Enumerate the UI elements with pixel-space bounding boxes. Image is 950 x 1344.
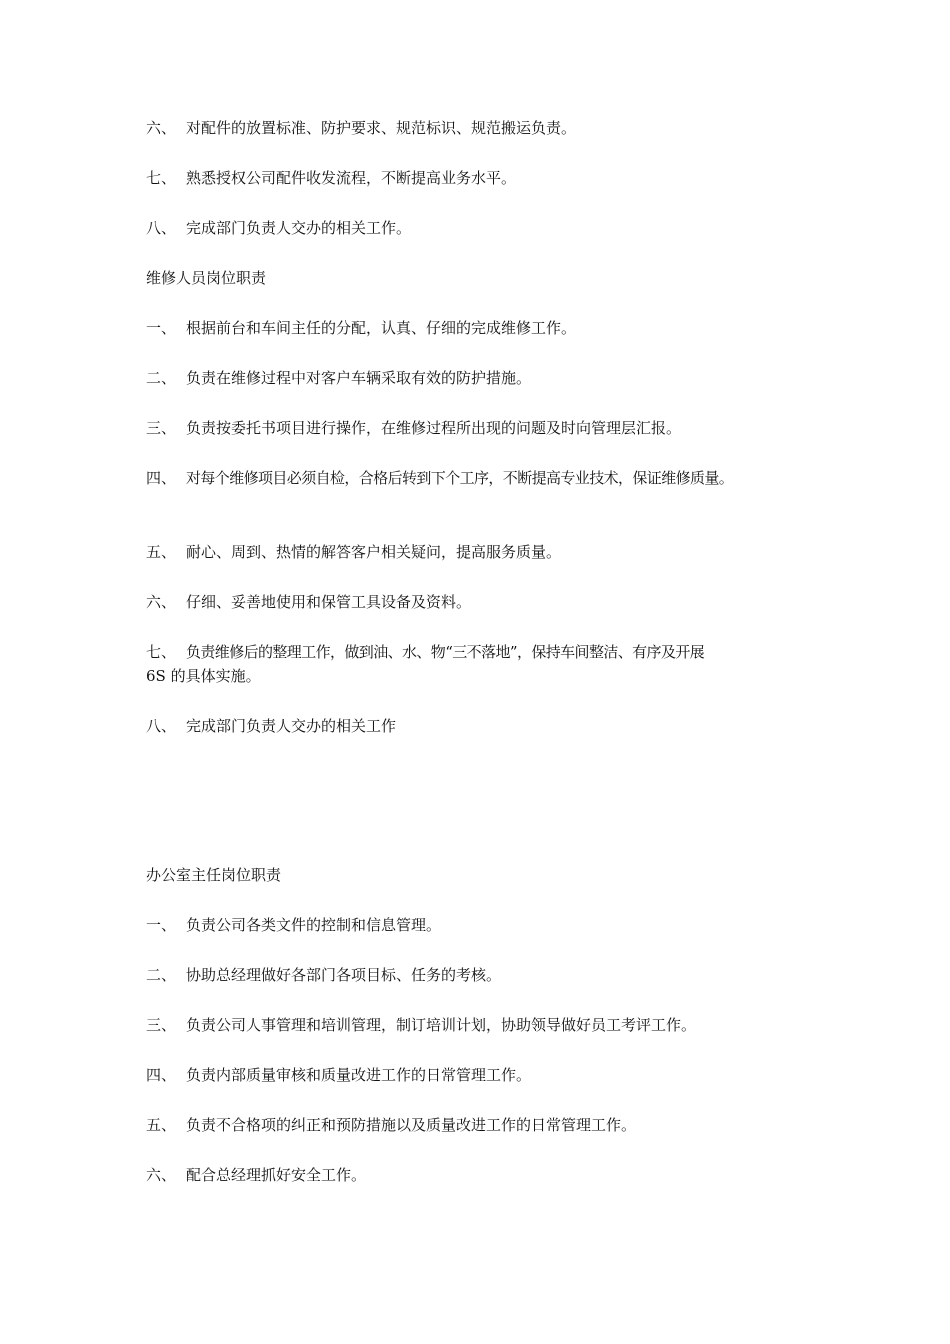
item-text: 负责按委托书项目进行操作，在维修过程所出现的问题及时向管理层汇报。 bbox=[186, 419, 682, 437]
item-number: 一、 bbox=[146, 319, 177, 337]
list-item bbox=[146, 166, 826, 190]
item-number: 七、 bbox=[146, 169, 177, 187]
item-text: 根据前台和车间主任的分配，认真、仔细的完成维修工作。 bbox=[186, 319, 577, 337]
item-text: 对每个维修项目必须自检，合格后转到下个工序，不断提高专业技术，保证维修质量。 bbox=[186, 469, 734, 487]
item-text: 熟悉授权公司配件收发流程，不断提高业务水平。 bbox=[186, 169, 517, 187]
item-text: 负责公司人事管理和培训管理，制订培训计划，协助领导做好员工考评工作。 bbox=[186, 1016, 697, 1034]
list-item bbox=[146, 366, 826, 390]
item-text: 负责内部质量审核和质量改进工作的日常管理工作。 bbox=[186, 1066, 532, 1084]
item-number: 三、 bbox=[146, 419, 177, 437]
section-title: 维修人员岗位职责 bbox=[146, 269, 267, 287]
item-number: 六、 bbox=[146, 119, 177, 137]
list-item bbox=[146, 1163, 826, 1187]
list-item bbox=[146, 913, 826, 937]
item-number: 二、 bbox=[146, 369, 177, 387]
list-item bbox=[146, 590, 826, 614]
item-number: 五、 bbox=[146, 1116, 177, 1134]
list-item bbox=[146, 1063, 826, 1087]
list-item bbox=[146, 1013, 826, 1037]
list-item bbox=[146, 714, 826, 738]
item-number: 四、 bbox=[146, 469, 177, 487]
list-item bbox=[146, 216, 826, 240]
item-number: 八、 bbox=[146, 219, 177, 237]
list-item bbox=[146, 640, 826, 688]
item-number: 五、 bbox=[146, 543, 177, 561]
list-item bbox=[146, 316, 826, 340]
item-number: 六、 bbox=[146, 1166, 177, 1184]
item-number: 六、 bbox=[146, 593, 177, 611]
item-text: 协助总经理做好各部门各项目标、任务的考核。 bbox=[186, 966, 502, 984]
list-item bbox=[146, 466, 826, 490]
item-text: 完成部门负责人交办的相关工作 bbox=[186, 717, 397, 735]
item-text: 耐心、周到、热情的解答客户相关疑问，提高服务质量。 bbox=[186, 543, 562, 561]
list-item bbox=[146, 963, 826, 987]
item-number: 八、 bbox=[146, 717, 177, 735]
item-text-continuation: 6S 的具体实施。 bbox=[146, 667, 261, 685]
item-text: 完成部门负责人交办的相关工作。 bbox=[186, 219, 412, 237]
item-text: 配合总经理抓好安全工作。 bbox=[186, 1166, 367, 1184]
item-text: 对配件的放置标准、防护要求、规范标识、规范搬运负责。 bbox=[186, 119, 577, 137]
item-number: 三、 bbox=[146, 1016, 177, 1034]
item-text: 负责维修后的整理工作，做到油、水、物“三不落地”，保持车间整洁、有序及开展 bbox=[186, 643, 705, 661]
section-title: 办公室主任岗位职责 bbox=[146, 866, 282, 884]
list-item bbox=[146, 540, 826, 564]
item-number: 二、 bbox=[146, 966, 177, 984]
item-number: 七、 bbox=[146, 643, 177, 661]
list-item bbox=[146, 116, 826, 140]
item-number: 四、 bbox=[146, 1066, 177, 1084]
item-text: 负责在维修过程中对客户车辆采取有效的防护措施。 bbox=[186, 369, 532, 387]
item-number: 一、 bbox=[146, 916, 177, 934]
item-text: 仔细、妥善地使用和保管工具设备及资料。 bbox=[186, 593, 472, 611]
list-item bbox=[146, 1113, 826, 1137]
item-text: 负责公司各类文件的控制和信息管理。 bbox=[186, 916, 442, 934]
item-text: 负责不合格项的纠正和预防措施以及质量改进工作的日常管理工作。 bbox=[186, 1116, 637, 1134]
list-item bbox=[146, 416, 826, 440]
